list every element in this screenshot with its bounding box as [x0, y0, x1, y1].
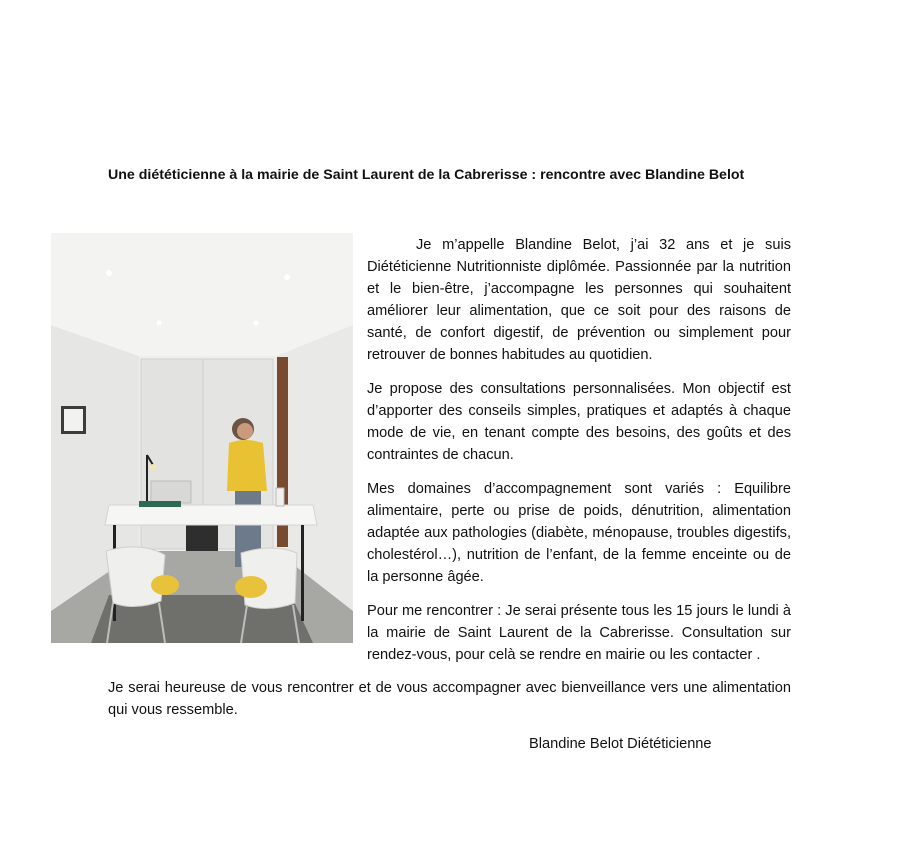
- article-body: [367, 234, 791, 678]
- consultation-paragraph: Je propose des consultations personnalisées. Mon objectif est d’apporter des conseils simples, pratiques et adaptés à chaque mode de vie, en tenant compte des besoins, des goûts et des contraintes de chacun.: [367, 381, 791, 463]
- office-photo: [51, 233, 353, 643]
- domains-paragraph: Mes domaines d’accompagnement sont variés : Equilibre alimentaire, perte ou prise de poids, dénutrition, alimentation adaptée aux pathologies (diabète, ménopause, troubles digestifs, cholestérol…), nutrition de l’enfant, de la femme enceinte ou de la personne âgée.: [367, 481, 791, 585]
- contact-paragraph: Pour me rencontrer : Je serai présente tous les 15 jours le lundi à la mairie de Saint Laurent de la Cabrerisse. Consultation sur rendez-vous, pour celà se rendre en mairie ou les contacter .: [367, 603, 791, 663]
- closing-paragraph: Je serai heureuse de vous rencontrer et de vous accompagner avec bienveillance vers une alimentation qui vous ressemble.: [108, 680, 791, 718]
- signature: Blandine Belot Diététicienne: [529, 736, 712, 752]
- article-title: Une diététicienne à la mairie de Saint Laurent de la Cabrerisse : rencontre avec Blandine Belot: [108, 167, 745, 183]
- intro-paragraph: Je m’appelle Blandine Belot, j’ai 32 ans et je suis Diététicienne Nutritionniste diplômée. Passionnée par la nutrition et le bien-être, j’accompagne les personnes qui souhaitent améliorer leur alimentation, que ce soit pour des raisons de santé, de confort digestif, de prévention ou simplement pour retrouver de bonnes habitudes au quotidien.: [367, 237, 791, 363]
